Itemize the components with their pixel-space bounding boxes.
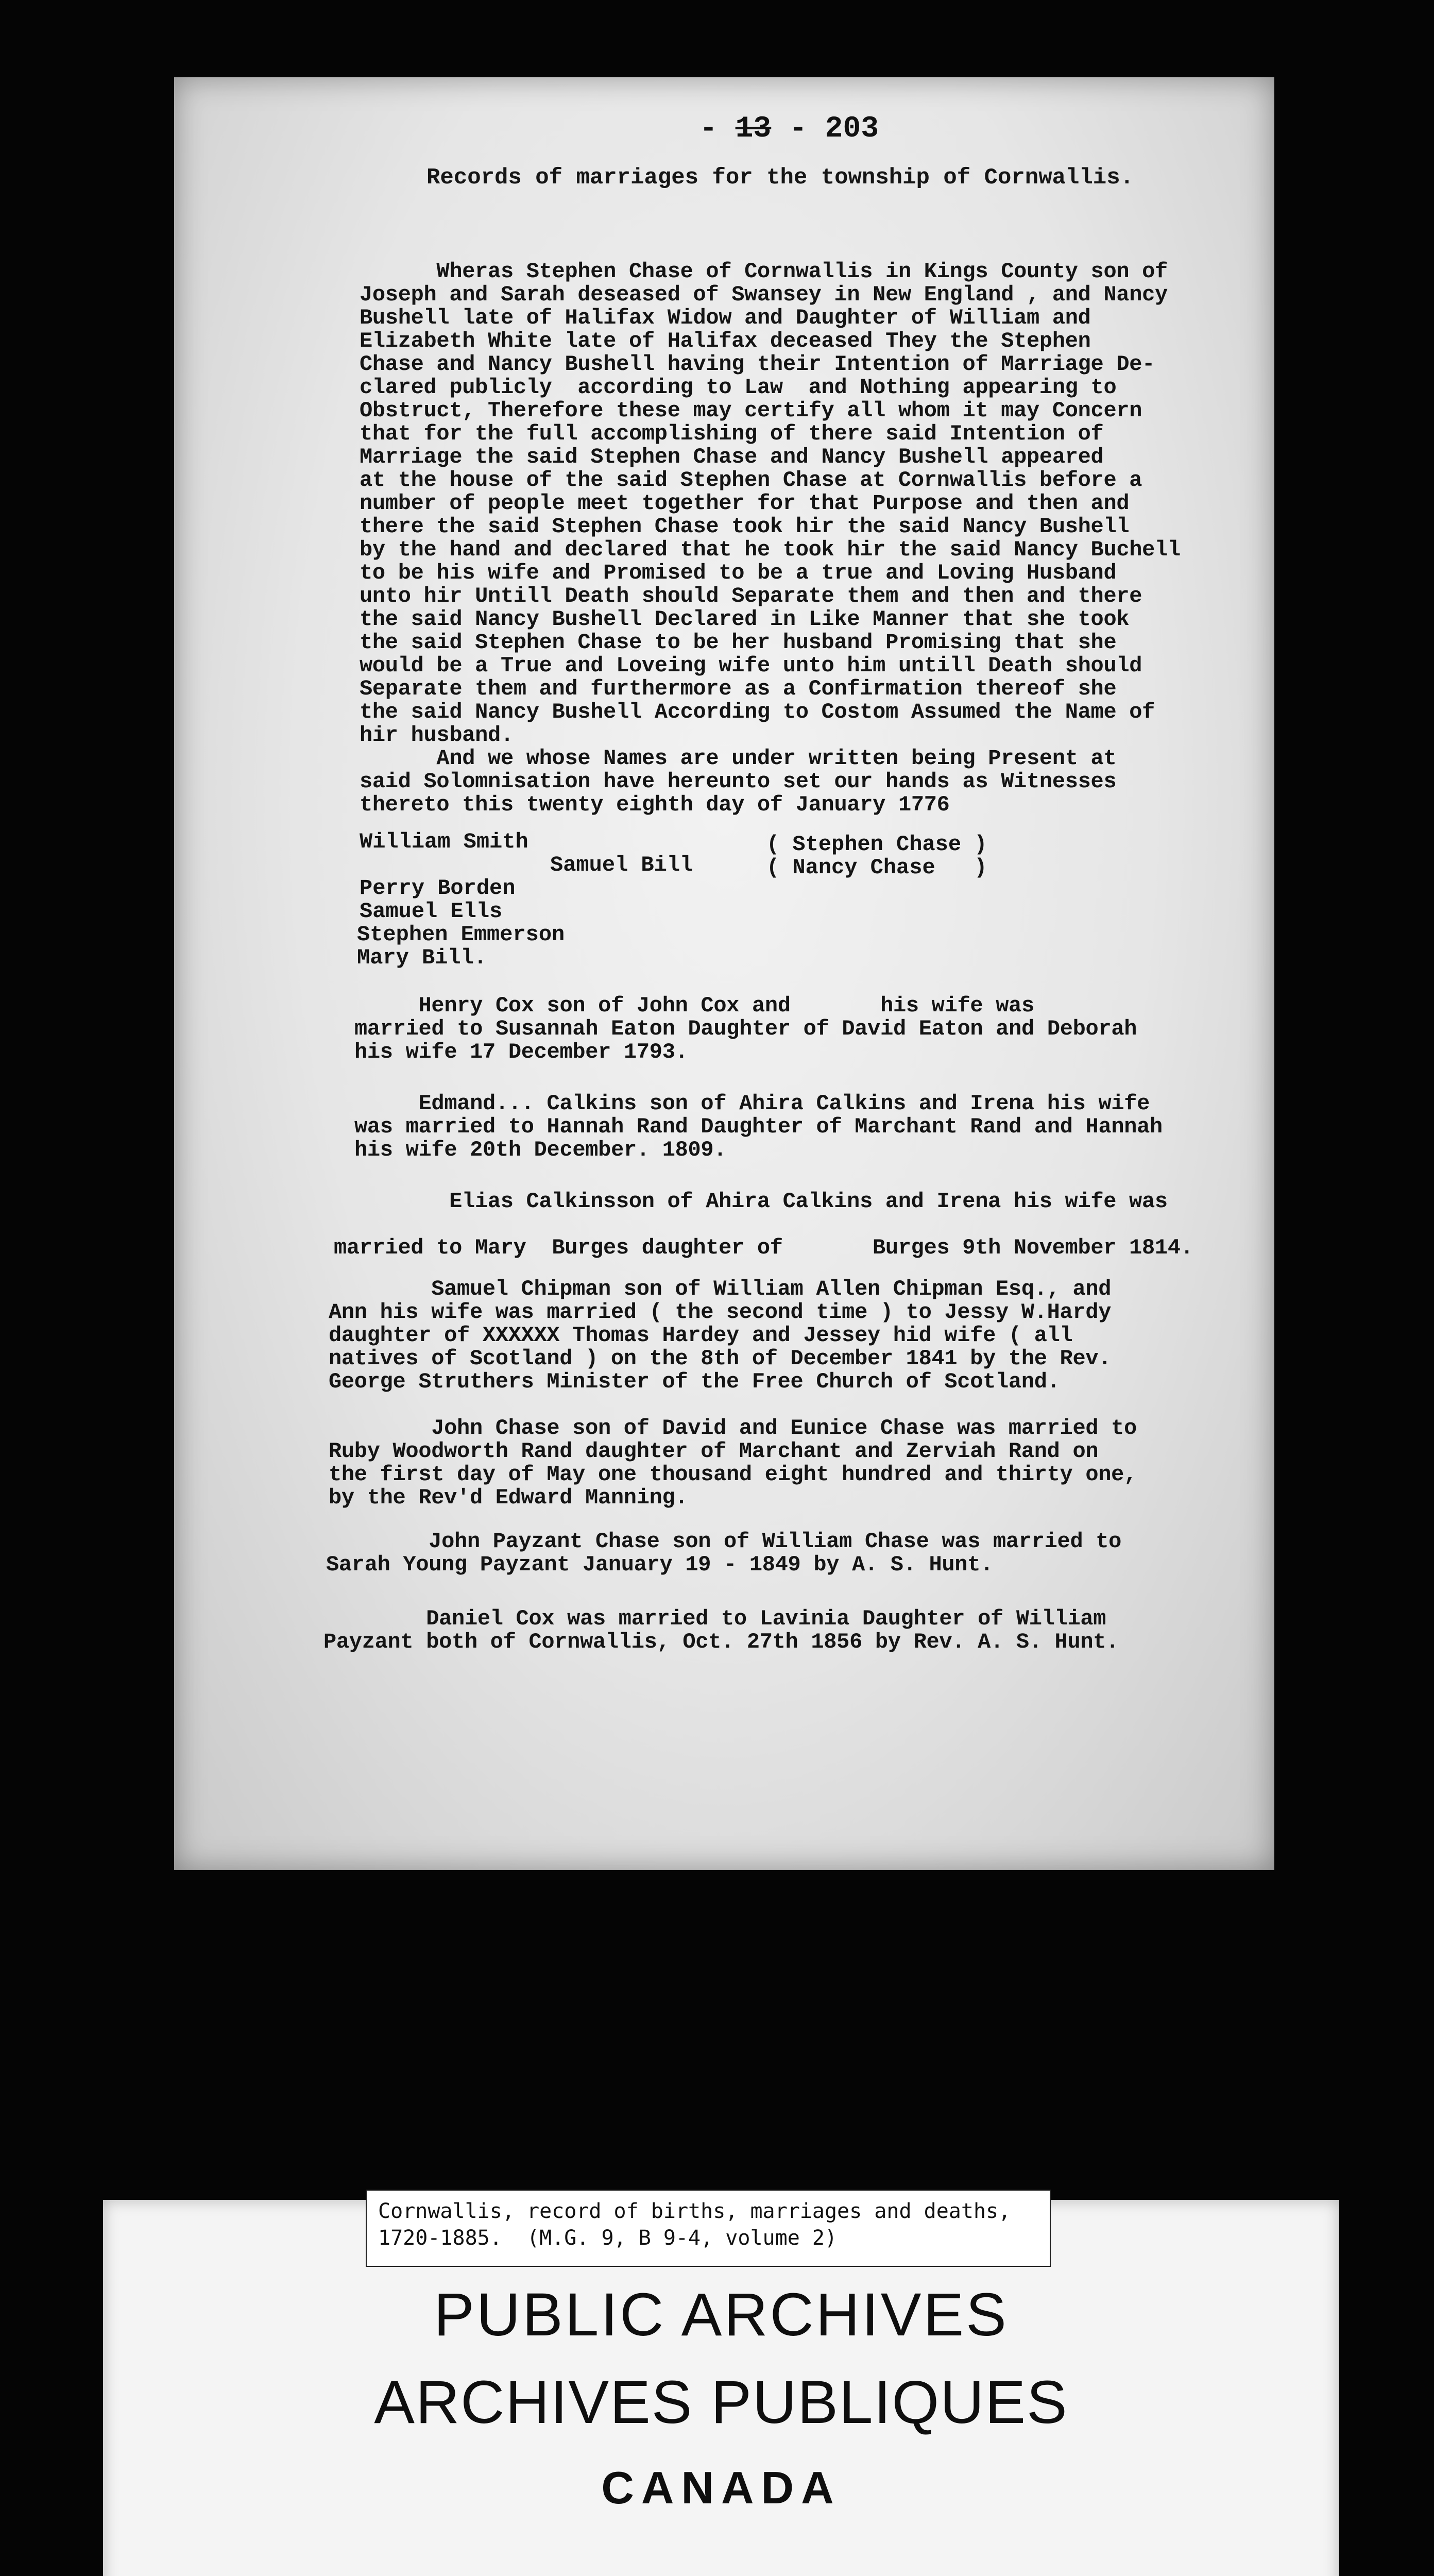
text-line: the said Nancy Bushell According to Costom Assumed the Name of (360, 700, 1155, 724)
witness-4: Stephen Emmerson (357, 922, 565, 947)
text-line: hir husband. (360, 723, 514, 748)
text-line: Elias Calkinsson of Ahira Calkins and Irena his wife was (334, 1189, 1168, 1214)
text-line: the first day of May one thousand eight hundred and thirty one, (329, 1462, 1137, 1487)
text-line: Bushell late of Halifax Widow and Daughter of William and (360, 306, 1091, 330)
text-line: Payzant both of Cornwallis, Oct. 27th 1856 by Rev. A. S. Hunt. (323, 1630, 1119, 1654)
country-name: CANADA (601, 2462, 841, 2513)
text-line: would be a True and Loveing wife unto him untill Death should (360, 653, 1142, 678)
scanned-page (174, 77, 1274, 1870)
text-line: number of people meet together for that Purpose and then and (360, 491, 1130, 516)
party-groom: ( Stephen Chase ) (766, 832, 987, 857)
text-line: his wife 17 December 1793. (354, 1040, 688, 1064)
text-line: by the Rev'd Edward Manning. (329, 1485, 688, 1510)
witness-3: Samuel Ells (360, 899, 503, 924)
text-line: John Chase son of David and Eunice Chase was married to (329, 1416, 1137, 1440)
text-line: Ann his wife was married ( the second time ) to Jessy W.Hardy (329, 1300, 1112, 1325)
text-line: Obstruct, Therefore these may certify all whom it may Concern (360, 398, 1142, 423)
text-line: married to Mary Burges daughter of Burges 9th November 1814. (334, 1235, 1193, 1260)
text-line: the said Stephen Chase to be her husband Promising that she (360, 630, 1117, 655)
marriage-entry-chase-payzant (326, 1530, 1121, 1577)
text-line: Daniel Cox was married to Lavinia Daughter of William (323, 1606, 1106, 1631)
archives-label (103, 2200, 1339, 2576)
text-line: said Solomnisation have hereunto set our hands as Witnesses (360, 769, 1117, 794)
archives-title-english: PUBLIC ARCHIVES (434, 2281, 1009, 2349)
text-line: was married to Hannah Rand Daughter of Marchant Rand and Hannah (354, 1114, 1163, 1139)
reference-card (366, 2190, 1051, 2267)
text-line: John Payzant Chase son of William Chase was married to (326, 1529, 1122, 1554)
marriage-entry-chase-rand (329, 1417, 1137, 1510)
records-heading: Records of marriages for the township of Cornwallis. (426, 165, 1134, 191)
text-line: unto hir Untill Death should Separate them and then and there (360, 584, 1142, 608)
witness-1: William Smith (360, 829, 528, 854)
text-line: George Struthers Minister of the Free Church of Scotland. (329, 1369, 1060, 1394)
text-line: Elizabeth White late of Halifax deceased They the Stephen (360, 329, 1091, 353)
marriage-entry-chase-bushell (360, 260, 1181, 817)
text-line: Ruby Woodworth Rand daughter of Marchant and Zerviah Rand on (329, 1439, 1099, 1464)
marriage-entry-calkins-burges (334, 1190, 1193, 1260)
text-line: his wife 20th December. 1809. (354, 1138, 727, 1162)
text-line: Joseph and Sarah deseased of Swansey in New England , and Nancy (360, 282, 1168, 307)
text-line: Sarah Young Payzant January 19 - 1849 by A. S. Hunt. (326, 1552, 994, 1577)
text-line: clared publicly according to Law and Nothing appearing to (360, 375, 1117, 400)
struck-page-number: 13 (735, 112, 772, 146)
text-line: by the hand and declared that he took hir the said Nancy Buchell (360, 537, 1181, 562)
marriage-entry-cox-eaton (354, 994, 1137, 1064)
text-line: Chase and Nancy Bushell having their Intention of Marriage De- (360, 352, 1155, 377)
witness-2: Perry Borden (360, 876, 516, 901)
text-line (334, 1213, 1193, 1236)
text-line: Wheras Stephen Chase of Cornwallis in Kings County son of (360, 259, 1168, 284)
text-line: Samuel Chipman son of William Allen Chipman Esq., and (329, 1277, 1112, 1301)
marriage-entry-cox-payzant (323, 1607, 1119, 1654)
current-page-number: 203 (825, 112, 879, 146)
text-line: to be his wife and Promised to be a true and Loving Husband (360, 561, 1117, 585)
text-line: the said Nancy Bushell Declared in Like Manner that she took (360, 607, 1130, 632)
text-line: Marriage the said Stephen Chase and Nancy Bushell appeared (360, 445, 1104, 469)
text-line: Separate them and furthermore as a Confirmation thereof she (360, 676, 1117, 701)
reference-line-1: Cornwallis, record of births, marriages and deaths, (378, 2199, 1011, 2223)
archives-title-french: ARCHIVES PUBLIQUES (374, 2368, 1068, 2436)
text-line: daughter of XXXXXX Thomas Hardey and Jessey hid wife ( all (329, 1323, 1073, 1348)
marriage-entry-calkins-rand (354, 1092, 1163, 1162)
text-line: that for the full accomplishing of there said Intention of (360, 421, 1104, 446)
text-line: Henry Cox son of John Cox and his wife was (354, 993, 1034, 1018)
party-bride: ( Nancy Chase ) (766, 855, 987, 880)
text-line: there the said Stephen Chase took hir the said Nancy Bushell (360, 514, 1130, 539)
marriage-entry-chipman-hardy (329, 1278, 1111, 1394)
witness-5: Mary Bill. (357, 945, 487, 970)
text-line: married to Susannah Eaton Daughter of David Eaton and Deborah (354, 1016, 1137, 1041)
text-line: at the house of the said Stephen Chase at Cornwallis before a (360, 468, 1142, 493)
reference-line-2: 1720-1885. (M.G. 9, B 9-4, volume 2) (378, 2226, 838, 2250)
text-line: Edmand... Calkins son of Ahira Calkins and Irena his wife (354, 1091, 1150, 1116)
text-line: thereto this twenty eighth day of January 1776 (360, 792, 950, 817)
text-line: natives of Scotland ) on the 8th of December 1841 by the Rev. (329, 1346, 1112, 1371)
witness-center: Samuel Bill (550, 853, 693, 877)
page-number: - 13 - 203 (699, 112, 879, 146)
text-line: And we whose Names are under written being Present at (360, 746, 1117, 771)
